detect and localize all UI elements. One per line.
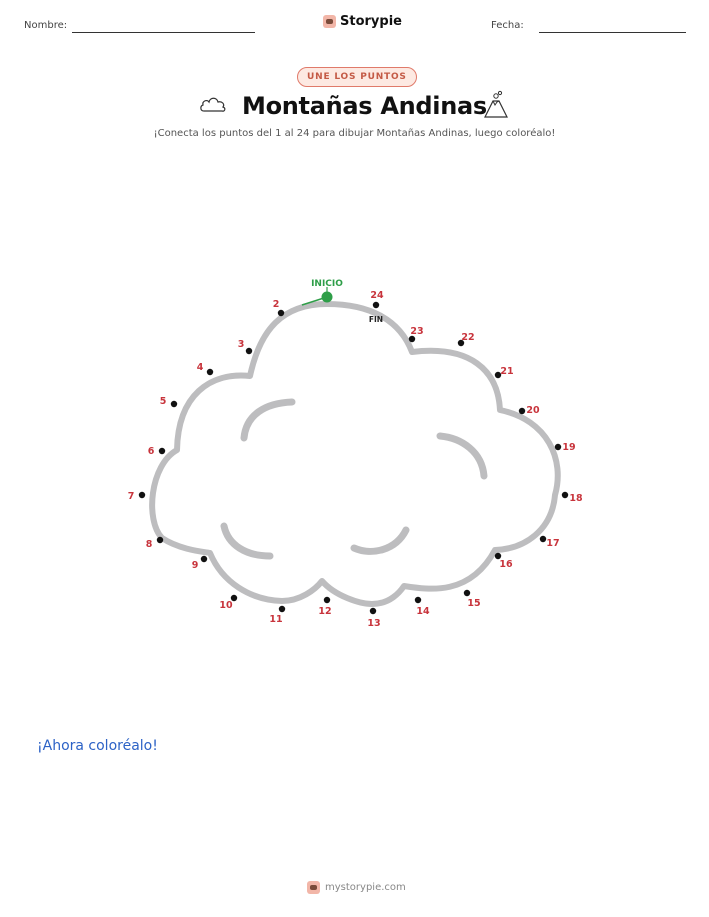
svg-text:22: 22 [461, 332, 475, 343]
svg-text:14: 14 [416, 606, 430, 617]
dot-9 [192, 556, 208, 571]
activity-badge: UNE LOS PUNTOS [297, 67, 417, 87]
svg-text:20: 20 [526, 405, 540, 416]
dot-21 [495, 366, 514, 378]
color-prompt: ¡Ahora coloréalo! [37, 738, 158, 754]
footer [307, 881, 406, 894]
svg-text:9: 9 [191, 560, 199, 571]
dot-14 [415, 597, 430, 617]
dot-8 [146, 537, 164, 550]
dot-5 [160, 396, 178, 407]
svg-text:6: 6 [147, 446, 155, 457]
dot-22 [458, 332, 475, 346]
dot-15 [464, 590, 481, 609]
svg-text:16: 16 [499, 559, 513, 570]
dot-16 [495, 553, 513, 570]
dot-7 [128, 491, 146, 502]
name-label: Nombre: [24, 20, 68, 31]
svg-text:13: 13 [367, 618, 381, 629]
dot-10 [219, 595, 237, 611]
svg-text:8: 8 [145, 539, 153, 550]
dot-3 [238, 339, 253, 354]
dot-12 [318, 597, 331, 617]
svg-text:10: 10 [219, 600, 233, 611]
svg-text:24: 24 [370, 290, 384, 301]
cloud-inner-stroke [440, 436, 484, 476]
dot-18 [562, 492, 583, 504]
svg-text:2: 2 [272, 299, 280, 310]
svg-text:4: 4 [196, 362, 204, 373]
svg-text:18: 18 [569, 493, 583, 504]
dot-2 [273, 299, 285, 316]
cloud-inner-stroke [224, 526, 270, 556]
svg-text:19: 19 [562, 442, 576, 453]
start-label: INICIO [311, 279, 343, 289]
page-title: Montañas Andinas [242, 92, 487, 120]
dot-24 [370, 290, 384, 308]
instructions: ¡Conecta los puntos del 1 al 24 para dibujar Montañas Andinas, luego coloréalo! [153, 128, 556, 139]
svg-text:23: 23 [410, 326, 424, 337]
dot-19 [555, 442, 576, 453]
brand-name: Storypie [340, 14, 402, 29]
svg-text:3: 3 [237, 339, 245, 350]
cloud-inner-stroke [354, 530, 406, 551]
end-label: FIN [368, 315, 384, 324]
start-dot [322, 292, 333, 303]
date-label: Fecha: [491, 20, 524, 31]
footer-url[interactable]: mystorypie.com [325, 882, 406, 893]
svg-text:5: 5 [159, 396, 167, 407]
dot-6 [148, 446, 166, 457]
storypie-logo-icon [307, 881, 320, 894]
dot-11 [269, 606, 285, 625]
dot-17 [540, 536, 560, 549]
svg-text:21: 21 [500, 366, 514, 377]
svg-text:11: 11 [269, 614, 283, 625]
svg-text:17: 17 [546, 538, 560, 549]
dot-23 [409, 326, 424, 342]
svg-text:15: 15 [467, 598, 481, 609]
svg-text:7: 7 [127, 491, 135, 502]
cloud-inner-stroke [244, 402, 292, 438]
svg-text:12: 12 [318, 606, 332, 617]
dot-4 [197, 362, 214, 375]
dot-13 [367, 608, 380, 629]
